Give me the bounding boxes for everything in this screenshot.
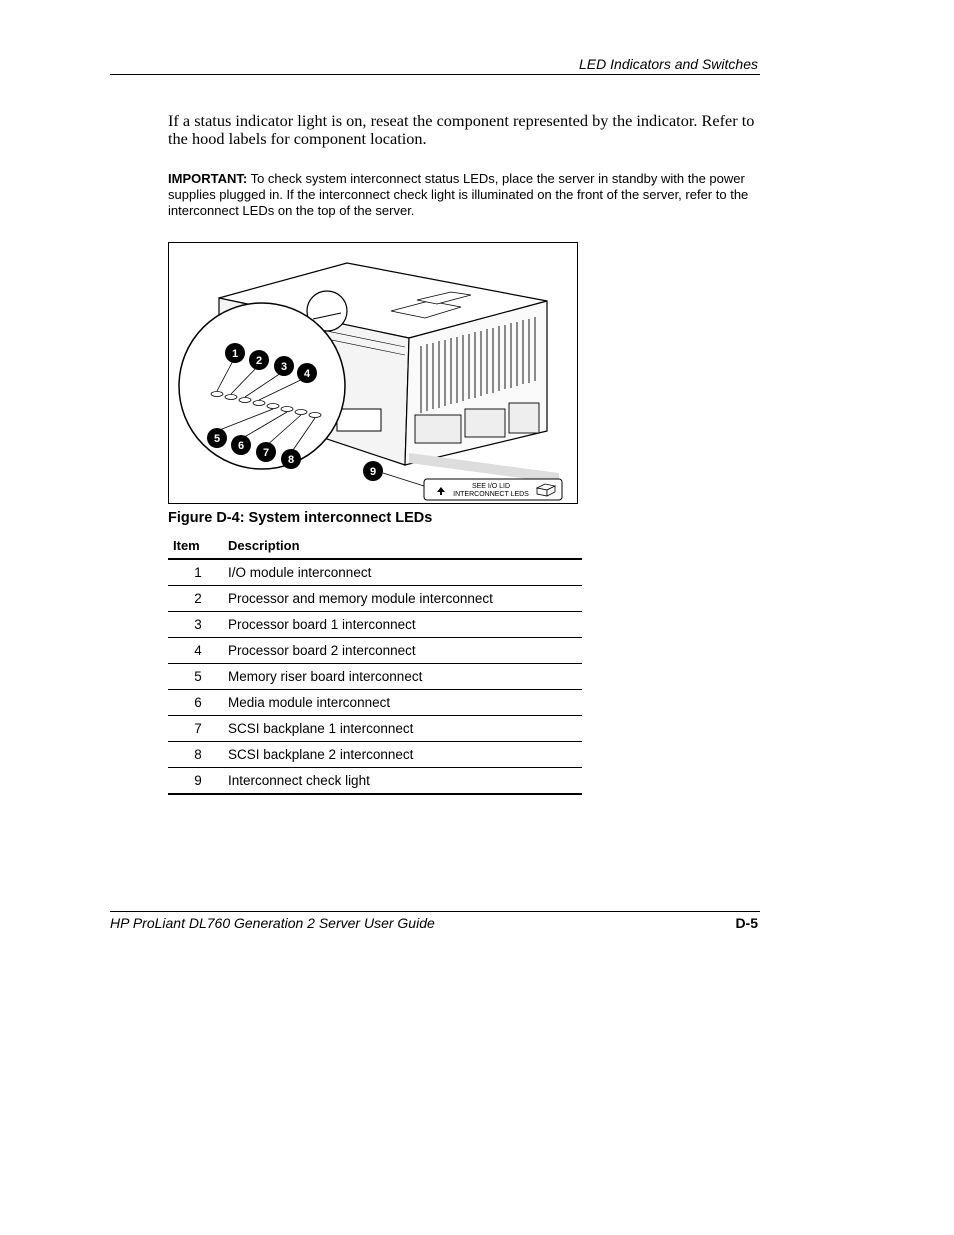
item-description: SCSI backplane 1 interconnect bbox=[228, 716, 582, 742]
figure-caption: Figure D-4: System interconnect LEDs bbox=[168, 510, 433, 526]
body-paragraph: If a status indicator light is on, reseat the component represented by the indicator. Refer to the hood labels for component location. bbox=[168, 111, 755, 148]
running-header: LED Indicators and Switches bbox=[579, 56, 758, 72]
important-label: IMPORTANT: bbox=[168, 171, 248, 186]
item-description: I/O module interconnect bbox=[228, 559, 582, 586]
callout-8: 8 bbox=[287, 454, 295, 466]
item-description: Processor board 2 interconnect bbox=[228, 638, 582, 664]
item-description: Media module interconnect bbox=[228, 690, 582, 716]
label-line-2: INTERCONNECT LEDS bbox=[453, 491, 529, 498]
callout-7: 7 bbox=[262, 447, 270, 459]
item-description: Processor board 1 interconnect bbox=[228, 612, 582, 638]
item-description: Memory riser board interconnect bbox=[228, 664, 582, 690]
item-description: SCSI backplane 2 interconnect bbox=[228, 742, 582, 768]
interconnect-table bbox=[168, 532, 582, 795]
important-note bbox=[168, 171, 758, 219]
item-number: 1 bbox=[168, 559, 228, 586]
table-row bbox=[168, 559, 582, 586]
callout-2: 2 bbox=[255, 355, 263, 367]
table-row bbox=[168, 716, 582, 742]
table-row bbox=[168, 586, 582, 612]
callout-6: 6 bbox=[237, 440, 245, 452]
callout-1: 1 bbox=[231, 348, 239, 360]
item-number: 9 bbox=[168, 768, 228, 795]
label-line-1: SEE I/O LID bbox=[471, 483, 511, 490]
footer-rule bbox=[110, 911, 760, 912]
item-number: 8 bbox=[168, 742, 228, 768]
footer-guide-title: HP ProLiant DL760 Generation 2 Server User Guide bbox=[110, 915, 435, 931]
table-row bbox=[168, 742, 582, 768]
header-rule bbox=[110, 74, 760, 75]
callout-5: 5 bbox=[213, 433, 221, 445]
table-row bbox=[168, 638, 582, 664]
item-number: 2 bbox=[168, 586, 228, 612]
callout-4: 4 bbox=[303, 368, 311, 380]
footer-page-number: D-5 bbox=[735, 915, 758, 931]
server-illustration bbox=[169, 243, 579, 505]
table-header-description: Description bbox=[228, 532, 582, 559]
table-row bbox=[168, 768, 582, 795]
table-row bbox=[168, 612, 582, 638]
item-number: 7 bbox=[168, 716, 228, 742]
item-description: Processor and memory module interconnect bbox=[228, 586, 582, 612]
callout-3: 3 bbox=[280, 361, 288, 373]
item-description: Interconnect check light bbox=[228, 768, 582, 795]
table-row bbox=[168, 690, 582, 716]
figure-system-interconnect bbox=[168, 242, 578, 504]
table-row bbox=[168, 664, 582, 690]
item-number: 6 bbox=[168, 690, 228, 716]
table-header-item: Item bbox=[168, 532, 228, 559]
important-text: To check system interconnect status LEDs, place the server in standby with the power supplies plugged in. If the interconnect check light is illuminated on the front of the server, refer to the interconnect LEDs on the top of the server. bbox=[168, 171, 749, 218]
item-number: 5 bbox=[168, 664, 228, 690]
callout-9: 9 bbox=[369, 466, 377, 478]
item-number: 3 bbox=[168, 612, 228, 638]
item-number: 4 bbox=[168, 638, 228, 664]
